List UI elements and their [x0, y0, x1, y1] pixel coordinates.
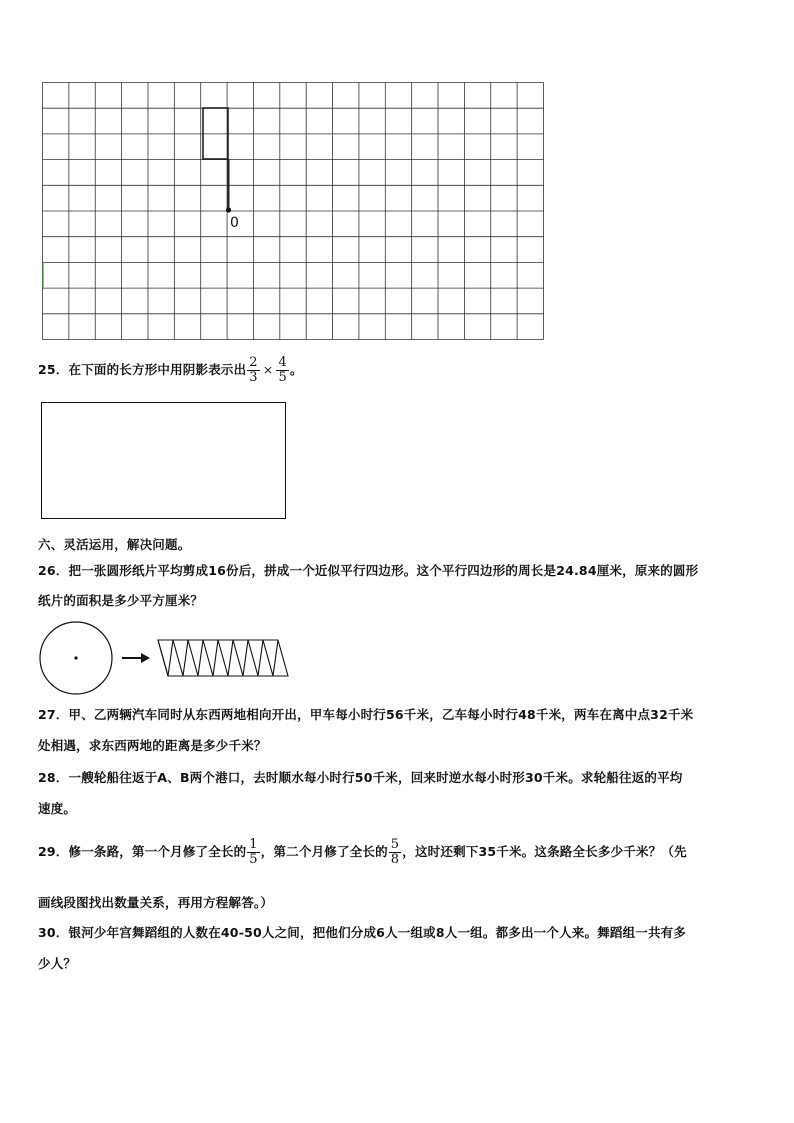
question-29-line-2: 画线段图找出数量关系，再用方程解答。） [38, 895, 274, 910]
question-30-line-2: 少人？ [38, 956, 77, 971]
question-27-line-2: 处相遇，求东西两地的距离是多少千米？ [38, 738, 267, 753]
q29-frac1-numerator: 1 [249, 837, 258, 852]
q25-frac2-numerator: 4 [278, 355, 287, 370]
q29-fraction-1 [247, 838, 259, 867]
q25-fraction-1 [247, 356, 259, 385]
question-26-line-1: 26．把一张圆形纸片平均剪成16份后，拼成一个近似平行四边形。这个平行四边形的周长是24.84厘米，原来的圆形 [38, 563, 699, 578]
section-6-title: 六、灵活运用，解决问题。 [38, 537, 191, 552]
times-sign: × [262, 362, 274, 377]
question-27-line-1: 27．甲、乙两辆汽车同时从东西两地相向开出，甲车每小时行56千米，乙车每小时行48千米，两车在离中点32千米 [38, 707, 694, 722]
q29-frac2-numerator: 5 [390, 837, 400, 852]
q29-part-1: 29．修一条路，第一个月修了全长的 [38, 844, 247, 859]
q29-frac1-denominator: 5 [249, 852, 258, 867]
q25-frac1-numerator: 2 [249, 355, 258, 370]
circle-parallelogram-figure [38, 620, 298, 696]
origin-point [226, 207, 231, 212]
q25-prefix: 25．在下面的长方形中用阴影表示出 [38, 362, 247, 377]
q29-part-2: ，第二个月修了全长的 [260, 844, 388, 859]
question-30-line-1: 30．银河少年宫舞蹈组的人数在40-50人之间，把他们分成6人一组或8人一组。都多出一个人来。舞蹈组一共有多 [38, 925, 687, 940]
question-28-line-2: 速度。 [38, 801, 77, 816]
q25-suffix: 。 [289, 362, 303, 377]
q25-frac1-denominator: 3 [249, 370, 258, 385]
question-29-line-1 [38, 838, 687, 867]
question-28-line-1: 28．一艘轮船往返于A、B两个港口，去时顺水每小时行50千米，回来时逆水每小时形30千米。求轮船往返的平均 [38, 770, 683, 785]
arrow-icon [122, 653, 150, 663]
q25-frac2-denominator: 5 [278, 370, 287, 385]
q25-rectangle [41, 402, 286, 519]
q29-fraction-2 [389, 838, 401, 867]
q29-frac2-denominator: 8 [390, 852, 400, 867]
grid-figure [42, 82, 544, 340]
parallelogram-shape [158, 640, 288, 676]
grid-lines [43, 83, 544, 340]
q29-part-3: ，这时还剩下35千米。这条路全长多少千米？（先 [402, 844, 687, 859]
circle-center-dot [74, 656, 77, 659]
question-25 [38, 356, 303, 385]
origin-label: 0 [230, 215, 239, 231]
question-26-line-2: 纸片的面积是多少平方厘米？ [38, 593, 204, 608]
grid-svg [42, 82, 544, 340]
q25-fraction-2 [276, 356, 288, 385]
